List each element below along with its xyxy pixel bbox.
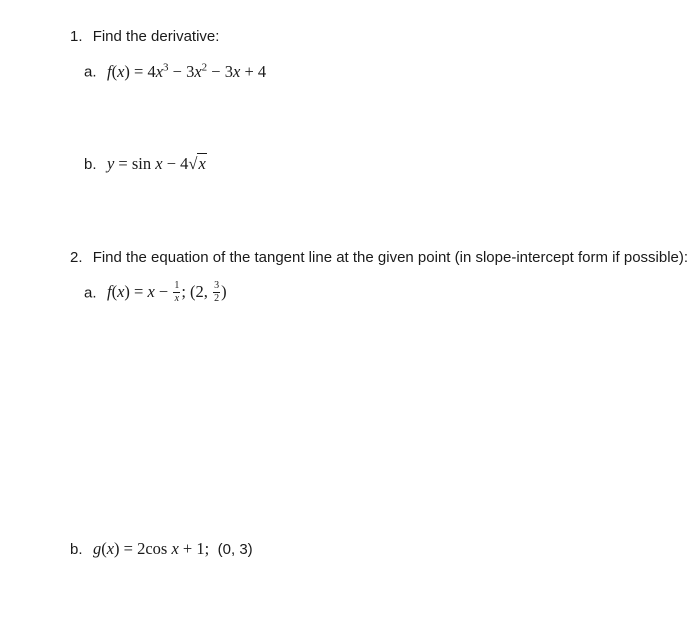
question-2-heading: [70, 249, 688, 266]
problem-label: a.: [84, 284, 97, 302]
square-root: √x: [188, 154, 206, 173]
equation: f(x) = x − $\frac{1}{x}$ ; (2, $\frac{3}{2}$ ): [106, 280, 227, 304]
problem-label: b.: [70, 541, 83, 558]
question-title: Find the equation of the tangent line at the given point (in slope-intercept form if possible):: [92, 249, 689, 266]
problem-label: a.: [84, 63, 97, 81]
problem-1a: [84, 61, 266, 82]
problem-1b: [84, 154, 207, 174]
equation: $f(x) = 4x^3 - 3x^2 - 3x + 4$: [106, 61, 267, 81]
equation: y = sin x − 4√x: [106, 154, 206, 173]
question-number: 1.: [70, 28, 83, 45]
equation: g(x) = 2cos x + 1;: [92, 539, 210, 558]
problem-2b: [70, 539, 253, 559]
fraction: $\frac{1}{x}$: [174, 280, 180, 304]
given-point: (0, 3): [217, 541, 253, 558]
problem-2a: [84, 282, 227, 305]
fraction: $\frac{3}{2}$: [214, 280, 220, 304]
question-1-heading: [70, 28, 219, 45]
problem-label: b.: [84, 156, 97, 173]
question-title: Find the derivative:: [92, 28, 220, 45]
question-number: 2.: [70, 249, 83, 266]
